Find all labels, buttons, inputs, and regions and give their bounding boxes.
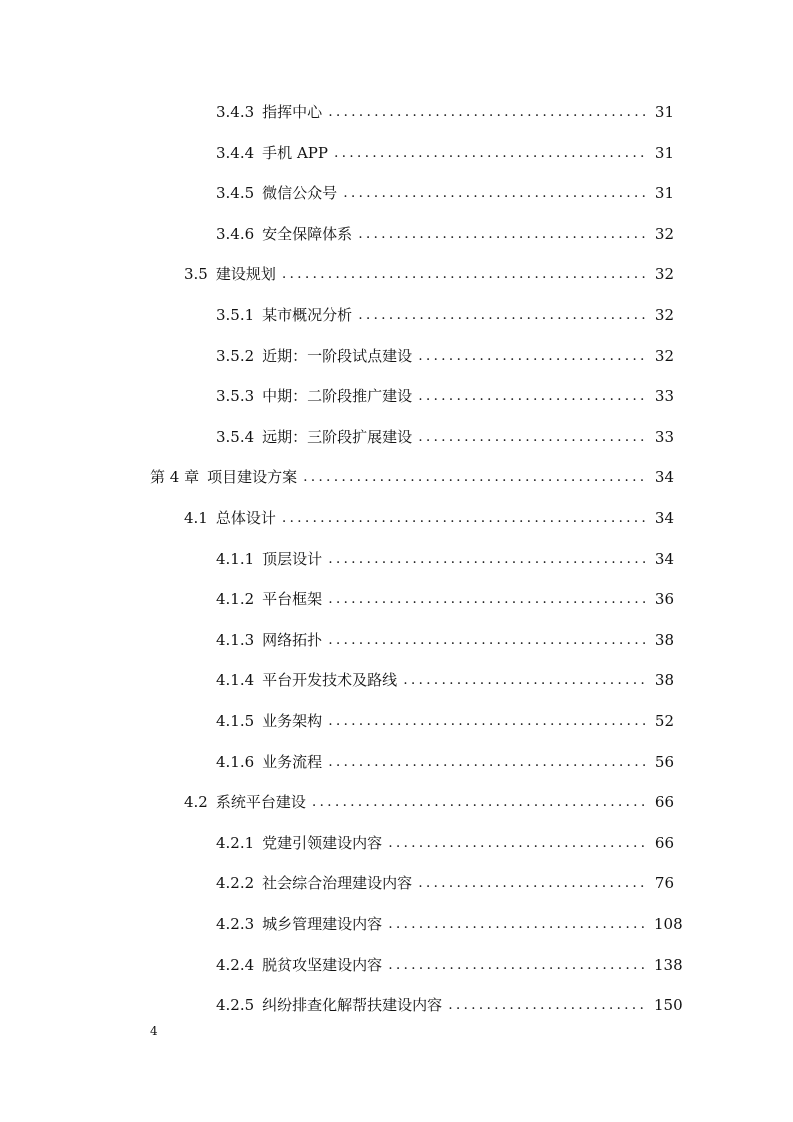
toc-number: 3.4.3 — [216, 103, 255, 121]
dot-leader — [418, 343, 648, 369]
toc-number: 4.2 — [184, 793, 208, 811]
toc-title: 建设规划 — [215, 265, 276, 283]
dot-leader — [282, 505, 648, 531]
toc-page-number: 31 — [654, 144, 674, 162]
toc-title: 业务架构 — [262, 712, 323, 730]
toc-page-number: 32 — [654, 347, 674, 365]
toc-entry-4-1-1[interactable] — [216, 546, 674, 572]
toc-number: 4.2.3 — [216, 915, 255, 933]
toc-page-number: 33 — [654, 428, 674, 446]
toc-number: 3.4.5 — [216, 184, 255, 202]
toc-title: 系统平台建设 — [215, 793, 306, 811]
toc-entry-4-2[interactable] — [184, 789, 674, 815]
toc-entry-4-2-3[interactable] — [216, 911, 683, 937]
toc-page-number: 33 — [654, 387, 674, 405]
toc-page-number: 150 — [654, 996, 683, 1014]
footer-page-number: 4 — [150, 1024, 158, 1038]
dot-leader — [358, 302, 648, 328]
toc-page-number: 36 — [654, 590, 674, 608]
toc-entry-4-1-6[interactable] — [216, 749, 674, 775]
toc-number: 4.2.4 — [216, 956, 255, 974]
toc-entry-3-4-3[interactable] — [216, 99, 674, 125]
toc-number: 3.5.3 — [216, 387, 255, 405]
toc-entry-3-5-3[interactable] — [216, 383, 674, 409]
dot-leader — [282, 261, 648, 287]
toc-entry-3-4-6[interactable] — [216, 221, 674, 247]
toc-page-number: 34 — [654, 509, 674, 527]
toc-title: 业务流程 — [262, 753, 323, 771]
toc-title: 某市概况分析 — [262, 306, 353, 324]
toc-title: 网络拓扑 — [262, 631, 323, 649]
toc-entry-4-2-2[interactable] — [216, 870, 674, 896]
toc-page-number: 108 — [654, 915, 683, 933]
toc-entry-3-4-4[interactable] — [216, 140, 674, 166]
toc-number: 4.2.2 — [216, 874, 255, 892]
toc-page-number: 38 — [654, 671, 674, 689]
toc-title: 项目建设方案 — [207, 468, 298, 486]
toc-page-number: 66 — [654, 793, 674, 811]
toc-title: 社会综合治理建设内容 — [262, 874, 413, 892]
dot-leader — [343, 180, 648, 206]
toc-page-number: 66 — [654, 834, 674, 852]
toc-number: 4.1 — [184, 509, 208, 527]
toc-number: 4.2.1 — [216, 834, 255, 852]
toc-number: 3.5.4 — [216, 428, 255, 446]
toc-entry-4-2-4[interactable] — [216, 952, 683, 978]
dot-leader — [388, 911, 648, 937]
toc-entry-3-5-2[interactable] — [216, 343, 674, 369]
toc-page-number: 32 — [654, 225, 674, 243]
toc-entry-4-1-4[interactable] — [216, 667, 674, 693]
toc-entry-4-1-5[interactable] — [216, 708, 674, 734]
toc-page-number: 38 — [654, 631, 674, 649]
dot-leader — [418, 383, 648, 409]
toc-entry-4-2-5[interactable] — [216, 992, 683, 1018]
dot-leader — [328, 546, 648, 572]
dot-leader — [312, 789, 648, 815]
toc-entry-3-5-4[interactable] — [216, 424, 674, 450]
toc-number: 4.2.5 — [216, 996, 255, 1014]
toc-number: 3.4.4 — [216, 144, 255, 162]
toc-number: 4.1.2 — [216, 590, 255, 608]
toc-number: 3.5 — [184, 265, 208, 283]
toc-title: 手机 APP — [262, 144, 328, 162]
dot-leader — [388, 952, 648, 978]
toc-entry-4-1-2[interactable] — [216, 586, 674, 612]
toc-entry-3-5-1[interactable] — [216, 302, 674, 328]
dot-leader — [303, 464, 648, 490]
dot-leader — [328, 627, 648, 653]
toc-title: 脱贫攻坚建设内容 — [262, 956, 383, 974]
toc-number: 4.1.3 — [216, 631, 255, 649]
dot-leader — [403, 667, 648, 693]
toc-title: 近期：一阶段试点建设 — [262, 347, 413, 365]
toc-page-number: 32 — [654, 265, 674, 283]
toc-page-number: 52 — [654, 712, 674, 730]
toc-title: 中期：二阶段推广建设 — [262, 387, 413, 405]
toc-number: 4.1.1 — [216, 550, 255, 568]
toc-number: 4.1.4 — [216, 671, 255, 689]
toc-page-number: 76 — [654, 874, 674, 892]
dot-leader — [328, 586, 648, 612]
toc-title: 指挥中心 — [262, 103, 323, 121]
toc-number: 第 4 章 — [150, 468, 200, 486]
dot-leader — [388, 830, 648, 856]
toc-title: 平台开发技术及路线 — [262, 671, 398, 689]
toc-page-number: 32 — [654, 306, 674, 324]
dot-leader — [358, 221, 648, 247]
toc-page-number: 34 — [654, 468, 674, 486]
toc-title: 顶层设计 — [262, 550, 323, 568]
toc-title: 安全保障体系 — [262, 225, 353, 243]
toc-title: 纠纷排查化解帮扶建设内容 — [262, 996, 443, 1014]
toc-entry-4-1-3[interactable] — [216, 627, 674, 653]
dot-leader — [328, 708, 648, 734]
dot-leader — [418, 870, 648, 896]
toc-number: 4.1.6 — [216, 753, 255, 771]
toc-entry-4-2-1[interactable] — [216, 830, 674, 856]
toc-page-number: 34 — [654, 550, 674, 568]
toc-entry-3-4-5[interactable] — [216, 180, 674, 206]
toc-title: 党建引领建设内容 — [262, 834, 383, 852]
toc-number: 3.4.6 — [216, 225, 255, 243]
dot-leader — [328, 99, 648, 125]
dot-leader — [328, 749, 648, 775]
toc-title: 平台框架 — [262, 590, 323, 608]
toc-page-number: 31 — [654, 103, 674, 121]
toc-number: 3.5.1 — [216, 306, 255, 324]
toc-title: 总体设计 — [215, 509, 276, 527]
toc-title: 城乡管理建设内容 — [262, 915, 383, 933]
toc-page-number: 138 — [654, 956, 683, 974]
toc-title: 微信公众号 — [262, 184, 338, 202]
dot-leader — [418, 424, 648, 450]
dot-leader — [334, 140, 648, 166]
toc-entry-3-5[interactable] — [184, 261, 674, 287]
toc-page-number: 31 — [654, 184, 674, 202]
toc-entry-chapter-4[interactable] — [150, 464, 674, 490]
toc-number: 3.5.2 — [216, 347, 255, 365]
toc-entry-4-1[interactable] — [184, 505, 674, 531]
toc-title: 远期：三阶段扩展建设 — [262, 428, 413, 446]
dot-leader — [448, 992, 648, 1018]
toc-number: 4.1.5 — [216, 712, 255, 730]
toc-page-number: 56 — [654, 753, 674, 771]
